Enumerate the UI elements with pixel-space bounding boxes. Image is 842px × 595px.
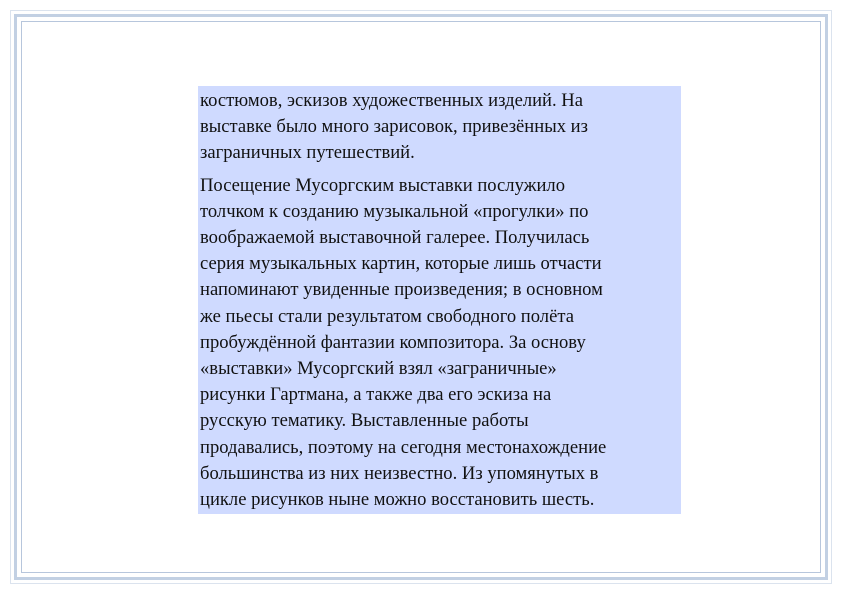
highlighted-text-block[interactable] — [198, 86, 681, 514]
paragraph-1: костюмов, эскизов художественных изделий. На выставке было много зарисовок, привезённых из заграничных путешествий. — [200, 90, 588, 164]
paragraph-2: Посещение Мусоргским выставки послужило толчком к созданию музыкальной «прогулки» по воображаемой выставочной галерее. Получилась серия музыкальных картин, которые лишь отчасти напоминают увиденные произведения; в основном же пьесы стали результатом свободного полёта пробуждённой фантазии композитора. За основу «выставки» Мусоргский взял «заграничные» рисунки Гартмана, а также два его эскиза на русскую тематику. Выставленные работы продавались, поэтому на сегодня местонахождение большинства из них неизвестно. Из упомянутых в цикле рисунков ныне можно восстановить шесть. — [200, 174, 607, 511]
